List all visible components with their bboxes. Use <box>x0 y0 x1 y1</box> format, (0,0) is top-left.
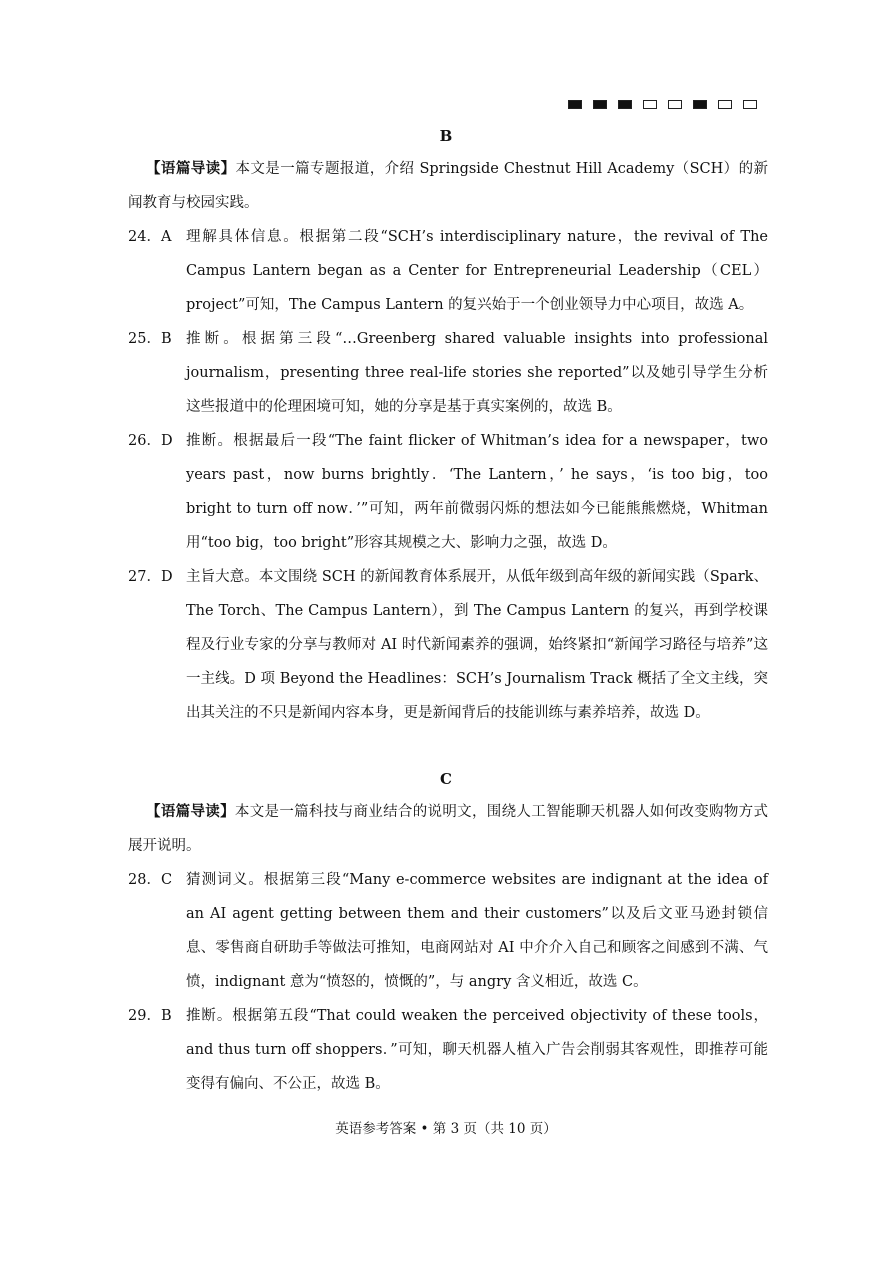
answer-item-25 <box>128 322 768 424</box>
answer-number: 24．A <box>128 229 172 245</box>
page-footer: 英语参考答案 • 第 3 页（共 10 页） <box>335 1121 557 1137</box>
answer-number: 27．D <box>128 569 173 585</box>
header-mark <box>618 100 632 109</box>
header-mark <box>643 100 657 109</box>
header-mark <box>593 100 607 109</box>
intro-tag: 【语篇导读】 <box>146 160 236 177</box>
answer-text: 根据第五段“That could weaken the perceived objectivity of these tools，and thus turn off shoppers．”可知，聊天机器人植入广告会削弱其客观性，即推荐可能变得有偏向、不公正，故选 B。 <box>186 1008 769 1092</box>
header-mark <box>668 100 682 109</box>
section-c-intro <box>128 795 768 863</box>
answer-text: 根据第三段“Many e-commerce websites are indignant at the idea of an AI agent getting between them and their customers”以及后文亚马逊封锁信息、零售商自研助手等做法可推知，电商网站对 AI 中介介入自己和顾客之间感到不满、气愤，indignant 意为“愤怒的，愤慨的”，与 angry 含义相近，故选 C。 <box>186 872 769 990</box>
answer-number: 28．C <box>128 872 173 888</box>
section-title-c: C <box>440 770 452 788</box>
intro-tag: 【语篇导读】 <box>146 803 235 820</box>
answer-text: 根据第三段“…Greenberg shared valuable insights into professional journalism，presenting three real-life stories she reported”以及她引导学生分析这些报道中的伦理困境可知，她的分享是基于真实案例的，故选 B。 <box>186 331 769 415</box>
header-mark <box>693 100 707 109</box>
section-title-b: B <box>439 127 453 145</box>
answer-text: 根据最后一段“The faint flicker of Whitman’s idea for a newspaper，two years past，now burns brightly．‘The Lantern，’ he says，‘is too big，too bright to turn off now．’”可知，两年前微弱闪烁的想法如今已能熊熊燃烧，Whitman 用“too big，too bright”形容其规模之大、影响力之强，故选 D。 <box>186 433 768 551</box>
answer-type: 主旨大意。 <box>186 569 259 585</box>
answer-item-29 <box>128 999 768 1101</box>
answer-type: 理解具体信息。 <box>186 229 300 245</box>
header-marks <box>568 100 768 112</box>
answer-item-26 <box>128 424 768 560</box>
section-b-intro <box>128 152 768 220</box>
answer-number: 26．D <box>128 433 173 449</box>
answer-text: 根据第二段“SCH’s interdisciplinary nature，the revival of The Campus Lantern began as a Center for Entrepreneurial Leadership（CEL）project”可知，The Campus Lantern 的复兴始于一个创业领导力中心项目，故选 A。 <box>186 229 768 313</box>
header-mark <box>568 100 582 109</box>
answer-type: 推断。 <box>186 433 234 449</box>
answer-text: 本文围绕 SCH 的新闻教育体系展开，从低年级到高年级的新闻实践（Spark、The Torch、The Campus Lantern），到 The Campus Lantern 的复兴，再到学校课程及行业专家的分享与教师对 AI 时代新闻素养的强调，始终紧扣“新闻学习路径与培养”这一主线。D 项 Beyond the Headlines：SCH’s Journalism Track 概括了全文主线，突出其关注的不只是新闻内容本身，更是新闻背后的技能训练与素养培养，故选 D。 <box>186 569 769 721</box>
answer-item-24 <box>128 220 768 322</box>
answer-type: 推断。 <box>186 1008 233 1024</box>
answer-number: 25．B <box>128 331 172 347</box>
answer-type: 推断。 <box>186 331 242 347</box>
intro-text: 本文是一篇科技与商业结合的说明文，围绕人工智能聊天机器人如何改变购物方式展开说明。 <box>128 804 769 854</box>
answer-type: 猜测词义。 <box>186 872 264 888</box>
header-mark <box>743 100 757 109</box>
header-mark <box>718 100 732 109</box>
answer-item-28 <box>128 863 768 999</box>
answer-item-27 <box>128 560 768 730</box>
answer-number: 29．B <box>128 1008 172 1024</box>
intro-text: 本文是一篇专题报道，介绍 Springside Chestnut Hill Academy（SCH）的新闻教育与校园实践。 <box>128 161 769 211</box>
